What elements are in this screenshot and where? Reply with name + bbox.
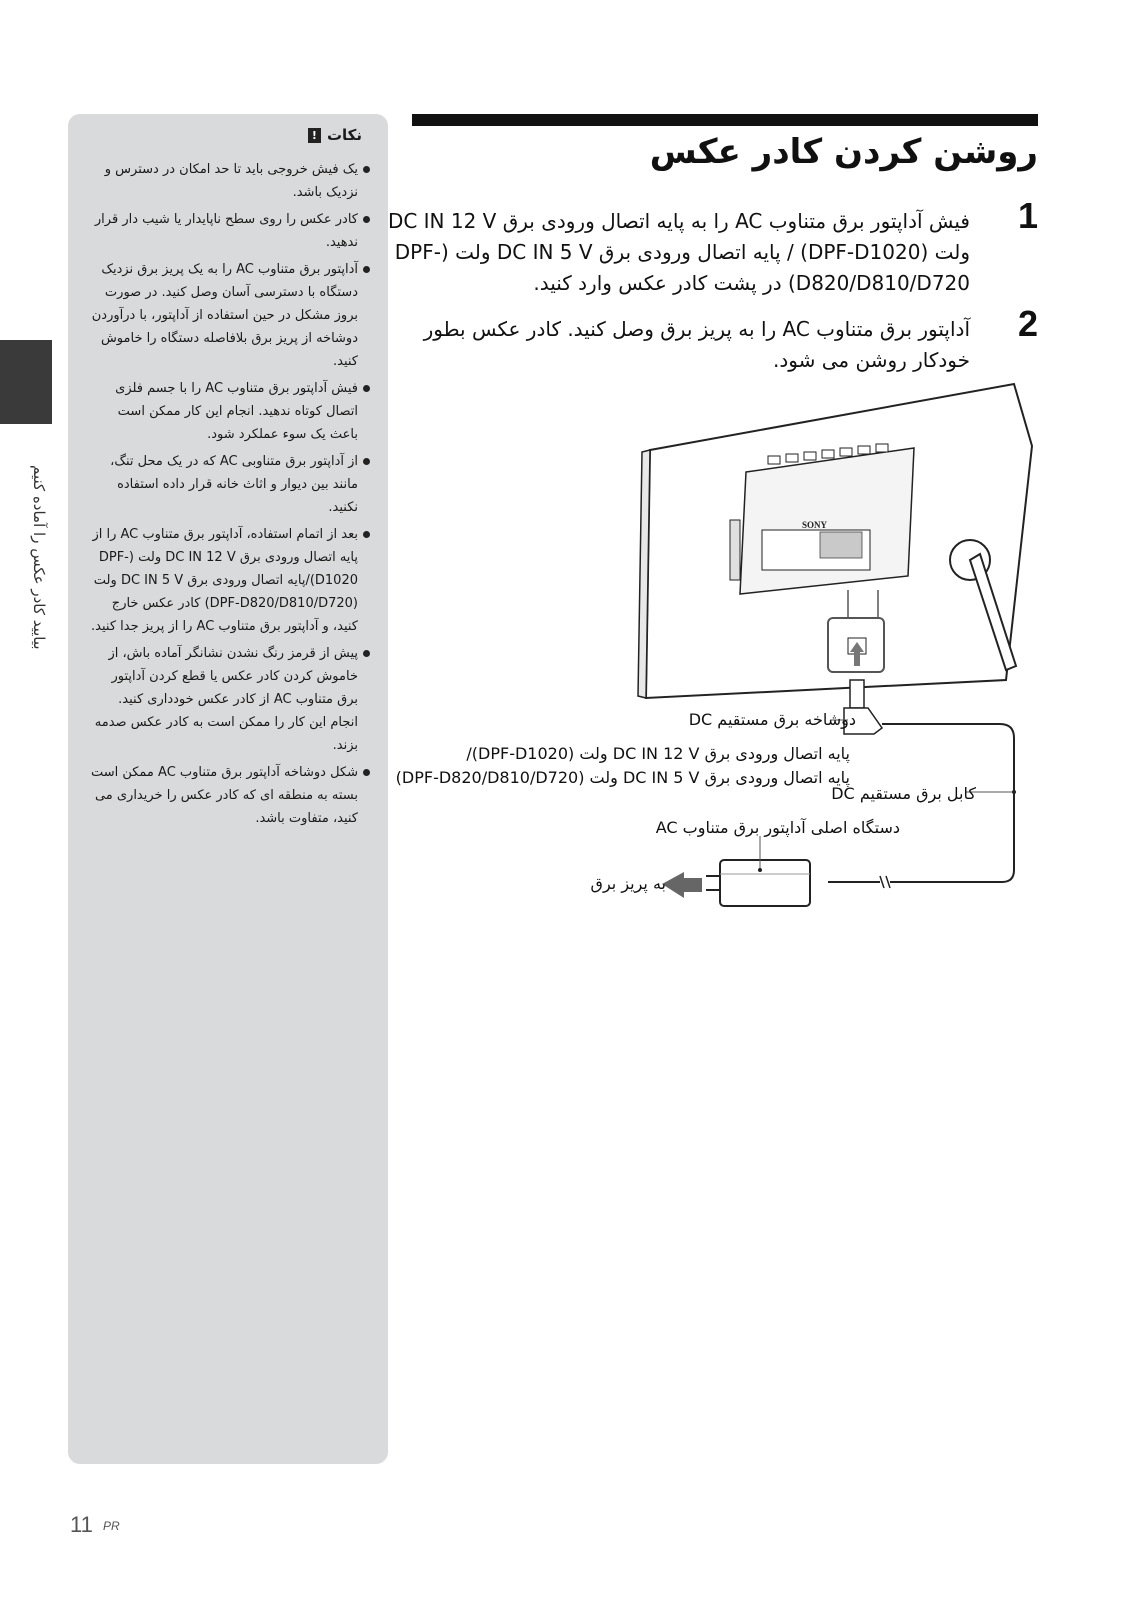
notes-title: نکات	[326, 126, 362, 144]
dc-plug-label: دوشاخه برق مستقیم DC	[688, 710, 856, 729]
note-item: از آداپتور برق متناوبی AC که در یک محل تنگ، مانند بین دیوار و اثاث خانه قرار داده استفاده نکنید.	[88, 450, 370, 519]
note-item: یک فیش خروجی باید تا حد امکان در دسترس و نزدیک باشد.	[88, 158, 370, 204]
note-item: شکل دوشاخه آداپتور برق متناوب AC ممکن است بسته به منطقه ای که کادر عکس را خریداری می کنید، متفاوت باشد.	[88, 761, 370, 830]
caution-icon: !	[308, 128, 321, 143]
connection-diagram	[410, 380, 1050, 920]
heading-rule	[412, 114, 1038, 126]
note-item: پیش از قرمز رنگ نشدن نشانگر آماده باش، از خاموش کردن کادر عکس یا قطع کردن آداپتور برق متناوب AC از کادر عکس خودداری کنید. انجام این کار را ممکن است به کادر عکس صدمه بزند.	[88, 642, 370, 757]
section-tab	[0, 340, 52, 424]
brand-logo: SONY	[802, 520, 828, 530]
notes-list	[88, 158, 370, 834]
notes-heading	[308, 126, 362, 144]
page-number: 11	[70, 1512, 93, 1537]
dc-cable-label: کابل برق مستقیم DC	[831, 784, 976, 803]
note-item: آداپتور برق متناوب AC را به یک پریز برق نزدیک دستگاه با دسترسی آسان وصل کنید. در صورت بروز مشکل در حین استفاده از آداپتور، با درآوردن دوشاخه از پریز برق بلافاصله دستگاه را خاموش کنید.	[88, 258, 370, 373]
step-number: 2	[1017, 303, 1038, 344]
outlet-label: به پریز برق	[590, 874, 666, 893]
step-number: 1	[1017, 195, 1038, 236]
ac-adapter-illustration	[662, 860, 810, 906]
dc-jack-label-line-1: پایه اتصال ورودی برق DC IN 12 V ولت (DPF-D1020)/	[466, 744, 850, 763]
page-title: روشن کردن کادر عکس	[649, 132, 1038, 172]
step-text: فیش آداپتور برق متناوب AC را به پایه اتصال ورودی برق DC IN 12 V ولت (DPF-D1020) / پایه اتصال ورودی برق DC IN 5 V ولت (DPF-D820/D810/D720) در پشت کادر عکس وارد کنید.	[387, 209, 970, 295]
ac-adapter-label: دستگاه اصلی آداپتور برق متناوب AC	[655, 818, 900, 837]
language-code: PR	[103, 1519, 120, 1533]
notes-panel	[68, 114, 388, 1464]
step-text: آداپتور برق متناوب AC را به پریز برق وصل کنید. کادر عکس بطور خودکار روشن می شود.	[423, 317, 970, 372]
note-item: کادر عکس را روی سطح ناپایدار یا شیب دار قرار ندهید.	[88, 208, 370, 254]
note-item: بعد از اتمام استفاده، آداپتور برق متناوب AC را از پایه اتصال ورودی برق DC IN 12 V ولت (DPF-D1020)/پایه اتصال ورودی برق DC IN 5 V ولت (DPF-D820/D810/D720) کادر عکس خارج کنید، و آداپتور برق متناوب AC را از پریز جدا کنید.	[88, 523, 370, 638]
dc-jack-label-line-2: پایه اتصال ورودی برق DC IN 5 V ولت (DPF-D820/D810/D720)	[395, 768, 850, 787]
note-item: فیش آداپتور برق متناوب AC را با جسم فلزی اتصال کوتاه ندهید. انجام این کار ممکن است باعث یک سوء عملکرد شود.	[88, 377, 370, 446]
section-title: بیایید کادر عکس را آماده کنیم	[30, 465, 48, 650]
